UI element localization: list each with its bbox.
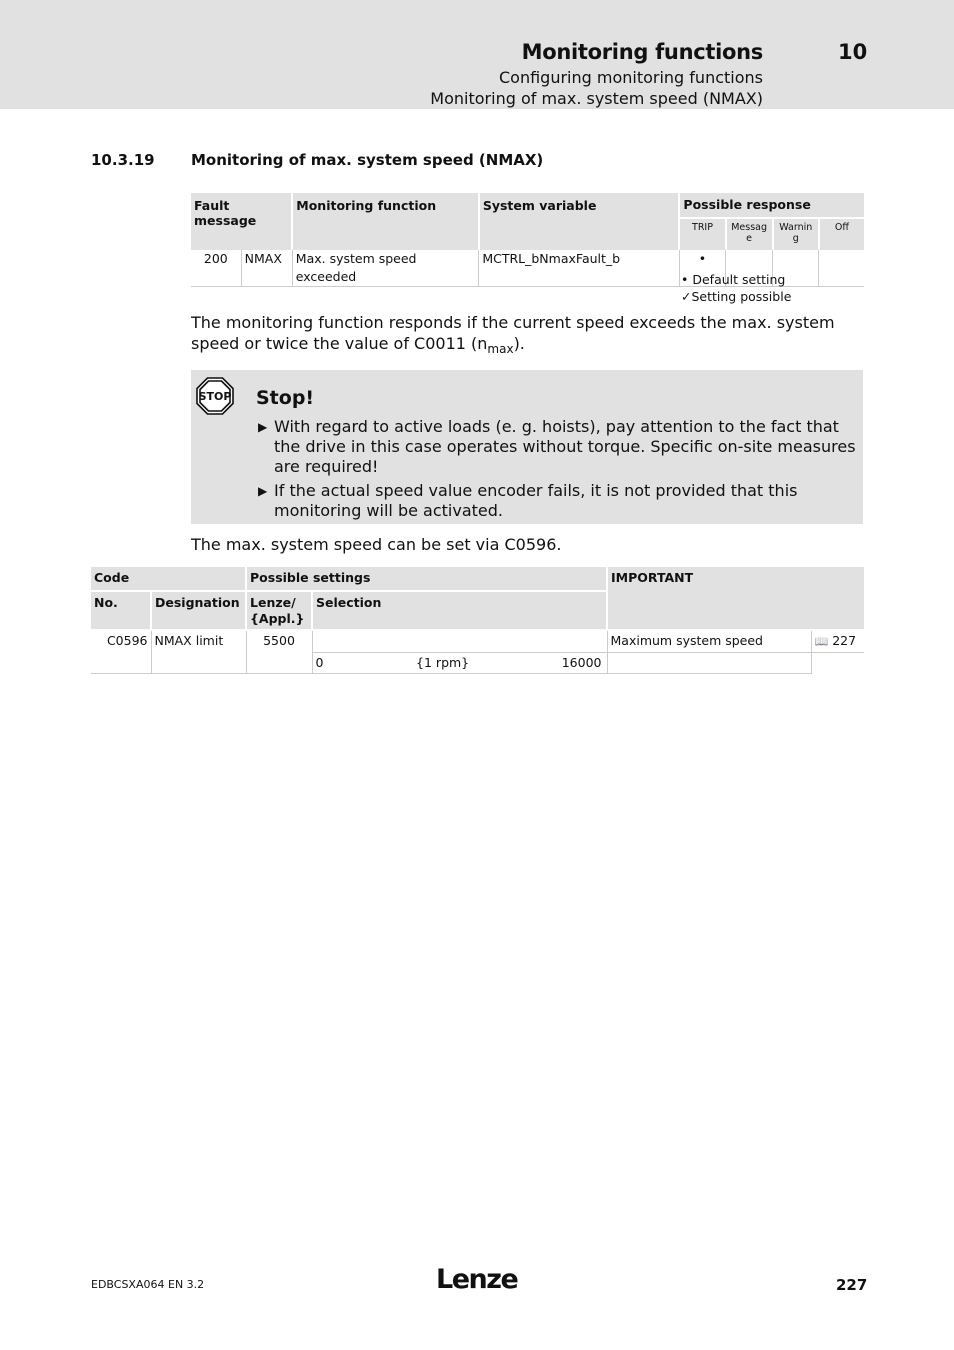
- chapter-subtitle-1: Configuring monitoring functions: [498, 68, 763, 87]
- table-row: [91, 630, 864, 653]
- stop-item-text: With regard to active loads (e. g. hoists), pay attention to the fact that the drive in this case operates without torque. Specific on-site measures are required!: [274, 417, 856, 476]
- code-selection-empty: [312, 630, 607, 653]
- warning-header: Warnin g: [773, 218, 819, 250]
- code-min: 0: [315, 655, 324, 670]
- chapter-subtitle-2: Monitoring of max. system speed (NMAX): [430, 89, 763, 108]
- code-unit: {1 rpm}: [416, 655, 470, 670]
- important-header: IMPORTANT: [607, 567, 864, 630]
- book-icon: 📖: [814, 635, 829, 648]
- fault-code: 200: [191, 250, 241, 287]
- monitoring-function-header: Monitoring function: [292, 193, 479, 250]
- code-designation: NMAX limit: [151, 630, 246, 674]
- code-page-ref: [811, 630, 864, 653]
- stop-item-text: If the actual speed value encoder fails, it is not provided that this monitoring will be activated.: [274, 481, 798, 520]
- code-lenze-value: 5500: [246, 630, 312, 674]
- document-code: EDBCSXA064 EN 3.2: [91, 1278, 205, 1291]
- lenze-appl-header: Lenze/ {Appl.}: [246, 591, 312, 630]
- chapter-title: Monitoring functions: [521, 40, 763, 64]
- possible-response-header: Possible response: [679, 193, 864, 218]
- code-no: C0596: [91, 630, 151, 674]
- fault-name: NMAX: [241, 250, 292, 287]
- section-title: Monitoring of max. system speed (NMAX): [191, 151, 544, 169]
- section-number: 10.3.19: [91, 151, 155, 169]
- code-max: 16000: [561, 655, 602, 670]
- no-header: No.: [91, 591, 151, 630]
- designation-header: Designation: [151, 591, 246, 630]
- stop-sign-icon: [196, 377, 234, 415]
- fault-message-header: Fault message: [191, 193, 292, 250]
- stop-title: Stop!: [256, 387, 315, 409]
- stop-list: [258, 417, 858, 525]
- trip-header: TRIP: [679, 218, 725, 250]
- system-variable-header: System variable: [479, 193, 680, 250]
- code-table: [91, 567, 864, 674]
- description-text: The monitoring function responds if the current speed exceeds the max. system speed or twice the value of C0011 (n: [191, 313, 835, 353]
- code-page-number: 227: [832, 633, 857, 648]
- lenze-logo: Lenze: [436, 1264, 518, 1295]
- description-end: ).: [513, 334, 525, 353]
- chapter-number: 10: [838, 40, 868, 64]
- code-important: Maximum system speed: [607, 630, 811, 653]
- description-paragraph: [191, 312, 866, 360]
- setting-paragraph: The max. system speed can be set via C0596.: [191, 535, 562, 554]
- list-item: [258, 417, 858, 477]
- stop-warning-box: [191, 370, 863, 524]
- message-header: Messag e: [726, 218, 773, 250]
- page-number: 227: [836, 1276, 868, 1294]
- selection-header: Selection: [312, 591, 607, 630]
- list-item: [258, 481, 858, 521]
- code-selection-range: [312, 653, 607, 674]
- code-header: Code: [91, 567, 246, 591]
- response-legend: [681, 271, 791, 305]
- arrow-right-icon: ▶: [258, 420, 268, 434]
- possible-settings-header: Possible settings: [246, 567, 607, 591]
- fault-function: Max. system speed exceeded: [292, 250, 479, 287]
- legend-possible: ✓Setting possible: [681, 289, 792, 304]
- code-page-empty: [811, 653, 864, 674]
- off-value: [819, 250, 864, 287]
- arrow-right-icon: ▶: [258, 484, 268, 498]
- off-header: Off: [834, 222, 849, 233]
- legend-default: • Default setting: [681, 272, 786, 287]
- fault-variable: MCTRL_bNmaxFault_b: [479, 250, 680, 287]
- description-subscript: max: [487, 342, 514, 357]
- stop-sign-text: STOP: [198, 390, 232, 403]
- code-important-empty: [607, 653, 811, 674]
- trip-value: •: [679, 250, 725, 287]
